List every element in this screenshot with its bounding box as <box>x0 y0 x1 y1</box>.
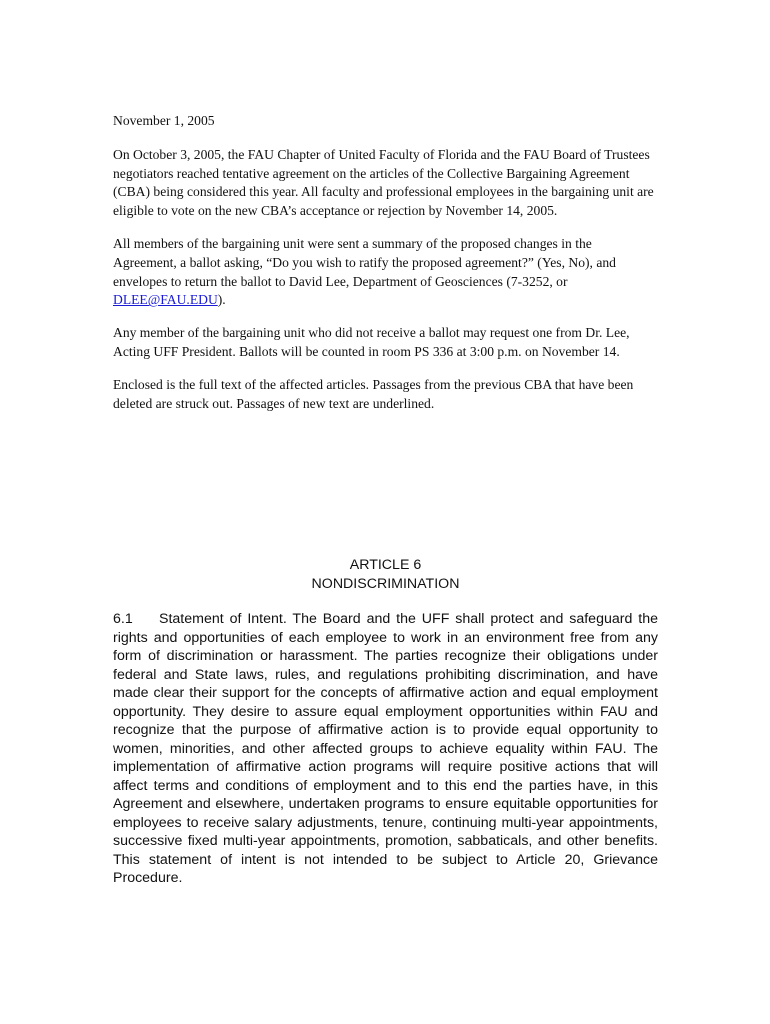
memo-paragraph-ballot <box>113 235 658 310</box>
email-link[interactable]: DLEE@FAU.EDU <box>113 292 218 308</box>
section-number: 6.1 <box>113 611 133 627</box>
memo-section <box>113 112 658 427</box>
memo-date: November 1, 2005 <box>113 113 215 128</box>
memo-paragraph-request: Any member of the bargaining unit who did not receive a ballot may request one from Dr. Lee, Acting UFF President. Ballots will be counted in room PS 336 at 3:00 p.m. on November 14. <box>113 325 630 359</box>
article-section-6-1 <box>113 610 658 888</box>
article-title: NONDISCRIMINATION <box>311 575 460 592</box>
memo-paragraph-enclosed: Enclosed is the full text of the affected articles. Passages from the previous CBA that have been deleted are struck out. Passages of new text are underlined. <box>113 376 634 411</box>
ballot-text: All members of the bargaining unit were sent a summary of the proposed changes in the Agreement, a ballot asking, “Do you wish to ratify the proposed agreement?” (Yes, No), and envelopes to return the ballot to David Lee, Department of Geosciences (7-3252, or <box>113 235 616 289</box>
memo-paragraph-agreement: On October 3, 2005, the FAU Chapter of United Faculty of Florida and the FAU Board of Trustees negotiators reached tentative agreement on the articles of the Collective Bargaining Agreement (CBA) being considered this year. All faculty and professional employees in the bargaining unit are eligible to vote on the new CBA’s acceptance or rejection by November 14, 2005. <box>113 146 654 219</box>
section-text: Statement of Intent. The Board and the UFF shall protect and safeguard the rights and opportunities of each employee to work in an environment free from any form of discrimination or harassment. The parties recognize their obligations under federal and State laws, rules, and regulations prohibiting discrimination, and have made clear their support for the concepts of affirmative action and equal employment opportunity. They desire to assure equal employment opportunities within FAU and recognize that the purpose of affirmative action is to provide equal opportunity to women, minorities, and other affected groups to achieve equality within FAU. The implementation of affirmative action programs will require positive actions that will affect terms and conditions of employment and to this end the parties have, in this Agreement and elsewhere, undertaken programs to ensure equitable opportunities for employees to receive salary adjustments, tenure, continuing multi-year appointments, successive fixed multi-year appointments, promotion, sabbaticals, and other benefits. This statement of intent is not intended to be subject to Article 20, Grievance Procedure. <box>113 611 658 886</box>
article-number: ARTICLE 6 <box>349 557 422 573</box>
article-heading <box>113 556 658 593</box>
ballot-tail: ). <box>217 292 226 308</box>
